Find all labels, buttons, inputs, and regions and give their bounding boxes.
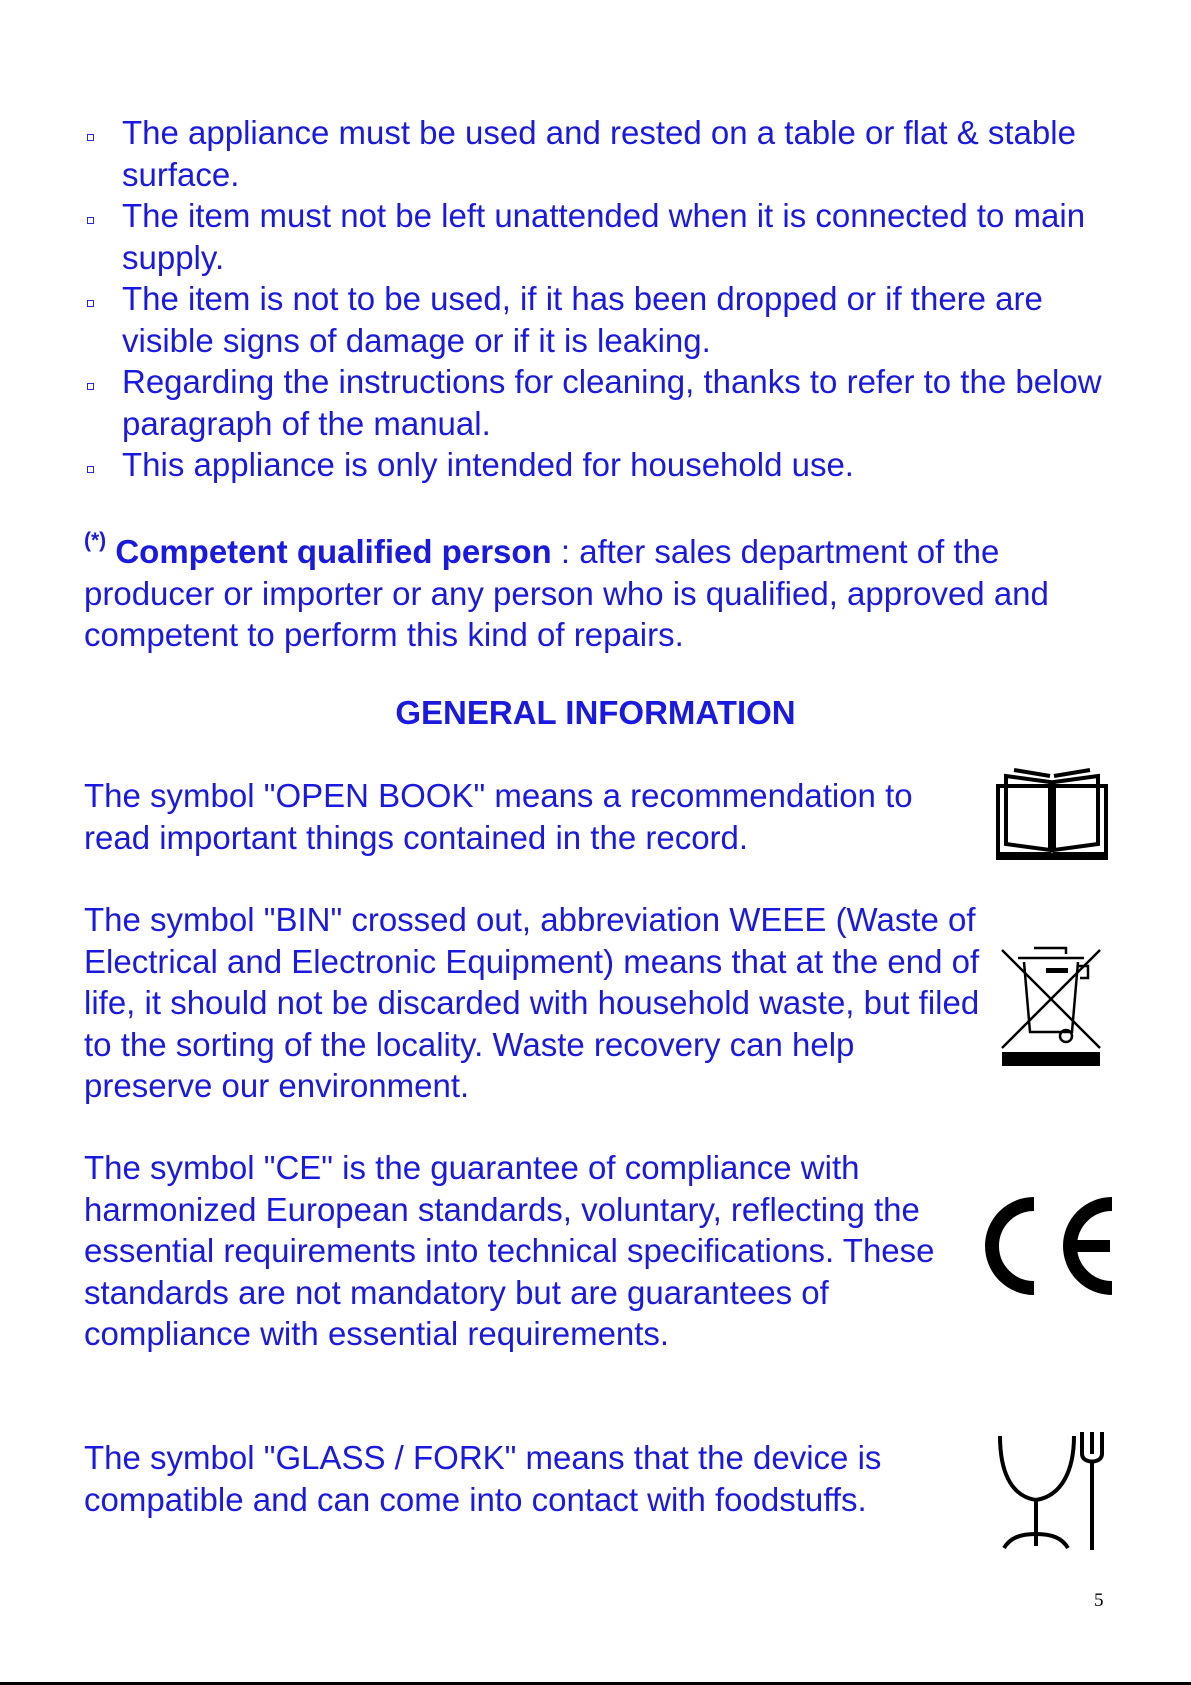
bullet-text: The item must not be left unattended when it is connected to main supply. [122, 197, 1086, 276]
checkbox-bullet-icon [87, 134, 94, 141]
list-item [84, 361, 1124, 444]
checkbox-bullet-icon [87, 300, 94, 307]
glass-fork-icon [996, 1430, 1110, 1552]
bin-description: The symbol "BIN" crossed out, abbreviation WEEE (Waste of Electrical and Electronic Equipment) means that at the end of life, it should not be discarded with household waste, but filed to the sorting of the locality. Waste recovery can help preserve our environment. [84, 901, 980, 1104]
bullet-text: Regarding the instructions for cleaning, thanks to refer to the below paragraph of the manual. [122, 363, 1102, 442]
glass-fork-description: The symbol "GLASS / FORK" means that the device is compatible and can come into contact with foodstuffs. [84, 1439, 882, 1518]
bullet-text: This appliance is only intended for household use. [122, 446, 854, 483]
crossed-bin-icon [1000, 944, 1102, 1066]
ce-description: The symbol "CE" is the guarantee of compliance with harmonized European standards, voluntary, reflecting the essential requirements into technical specifications. These standards are not mandatory but are guarantees of compliance with essential requirements. [84, 1149, 935, 1352]
qualified-person-note [84, 524, 1124, 656]
open-book-icon [996, 766, 1108, 860]
list-item [84, 112, 1124, 195]
section-heading: GENERAL INFORMATION [395, 694, 796, 731]
list-item [84, 278, 1124, 361]
checkbox-bullet-icon [87, 383, 94, 390]
list-item [84, 444, 1124, 486]
list-item [84, 195, 1124, 278]
bullet-text: The item is not to be used, if it has been dropped or if there are visible signs of damage or if it is leaking. [122, 280, 1043, 359]
ce-mark-icon [976, 1194, 1118, 1298]
open-book-description: The symbol "OPEN BOOK" means a recommendation to read important things contained in the record. [84, 777, 913, 856]
page-number: 5 [1094, 1590, 1104, 1611]
bullet-text: The appliance must be used and rested on a table or flat & stable surface. [122, 114, 1076, 193]
checkbox-bullet-icon [87, 466, 94, 473]
footnote-marker: (*) [84, 529, 107, 552]
checkbox-bullet-icon [87, 217, 94, 224]
note-definition: : after sales department of the producer or importer or any person who is qualified, approved and competent to perform this kind of repairs. [84, 533, 1049, 653]
note-term: Competent qualified person [115, 533, 552, 570]
safety-bullet-list [84, 112, 1124, 486]
